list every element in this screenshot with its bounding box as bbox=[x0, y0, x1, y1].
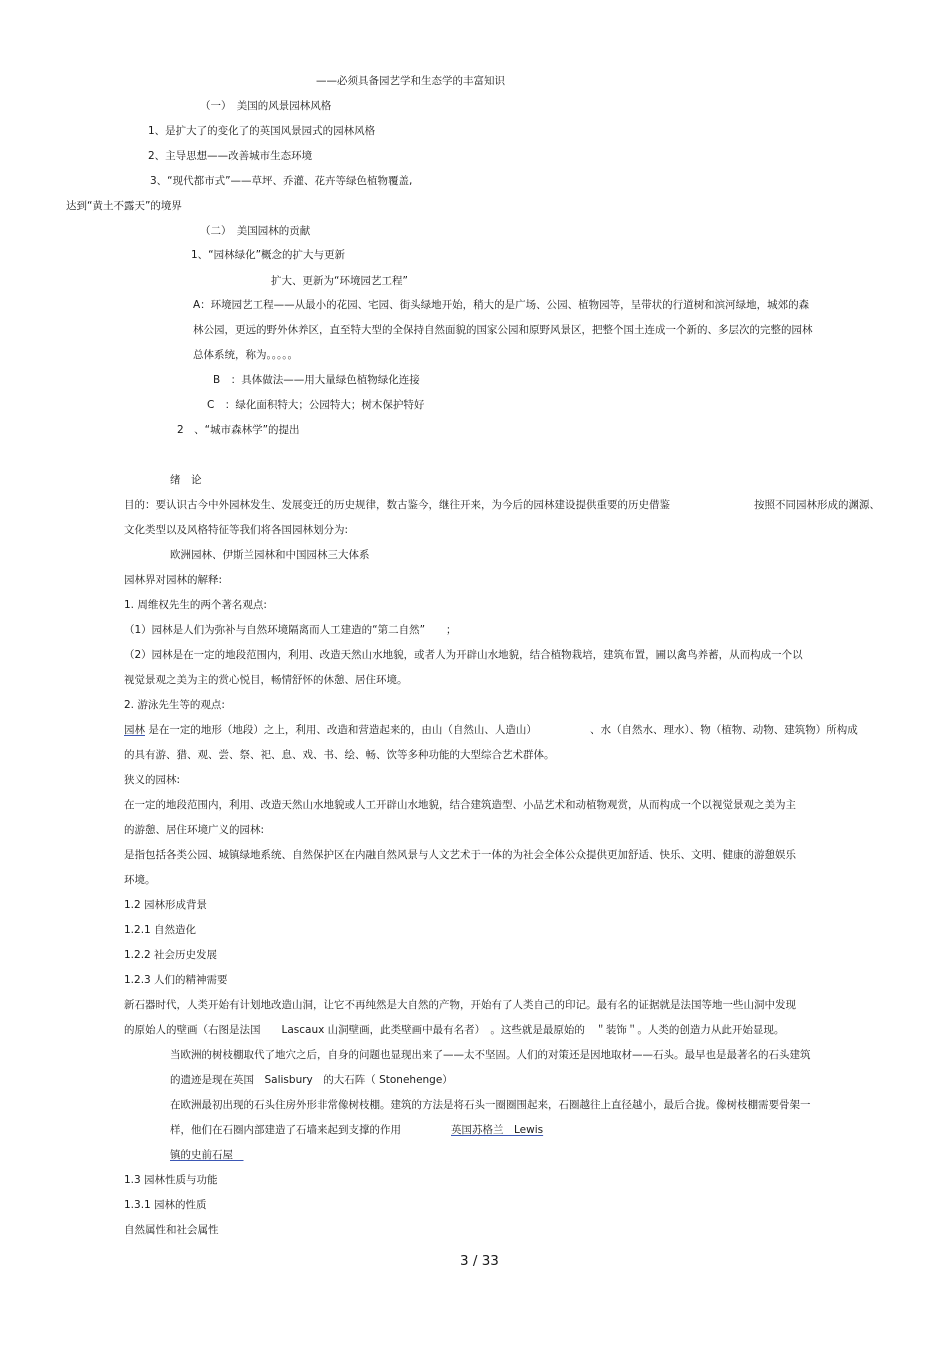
you-line-1 bbox=[124, 723, 537, 737]
page-number: 3 / 33 bbox=[460, 1253, 499, 1269]
section-one-item-1: 1、是扩大了的变化了的英国风景园式的园林风格 bbox=[148, 125, 376, 137]
zhou-point-1: （1）园林是人们为弥补与自然环境隔离而人工建造的“第二自然” ； bbox=[124, 624, 457, 636]
point-a-line-1: A：环境园艺工程——从最小的花园、宅园、街头绿地开始，稍大的是广场、公园、植物园等，呈带状的行道树和滨河绿地，城郊的森 bbox=[193, 299, 810, 311]
you-line-1-tail: 、水（自然水、理水）、物（植物、动物、建筑物）所构成 bbox=[590, 724, 858, 736]
explain-heading: 园林界对园林的解释: bbox=[124, 574, 223, 586]
section-one-item-2: 2、主导思想——改善城市生态环境 bbox=[148, 150, 313, 162]
neolithic-line-2: 的原始人的壁画（右图是法国 Lascaux 山洞壁画，此类壁画中最有名者） 。这些就是最原始的 ＂装饰＂。人类的创造力从此开始显现。 bbox=[124, 1024, 785, 1036]
point-a-line-2: 林公园，更远的野外休养区，直至特大型的全保持自然面貌的国家公园和原野风景区，把整个国土连成一个新的、多层次的完整的园林 bbox=[193, 324, 813, 336]
heading-1-2-2: 1.2.2 社会历史发展 bbox=[124, 949, 218, 961]
section-two-item-1-sub: 扩大、更新为“环境园艺工程” bbox=[271, 275, 408, 287]
heading-1-2-3: 1.2.3 人们的精神需要 bbox=[124, 974, 228, 986]
section-one-heading: （一） 美国的风景园林风格 bbox=[200, 100, 332, 112]
zhou-heading: 1. 周维权先生的两个著名观点: bbox=[124, 599, 267, 611]
zhou-point-2-line-1: （2）园林是在一定的地段范围内，利用、改造天然山水地貌，或者人为开辟山水地貌，结合植物栽培，建筑布置，圃以禽鸟养蓄，从而构成一个以 bbox=[124, 649, 803, 661]
you-line-2: 的具有游、猎、观、尝、祭、祀、息、戏、书、绘、畅、饮等多种功能的大型综合艺术群体。 bbox=[124, 749, 555, 761]
stone-house-line-2: 样，他们在石圈内部建造了石墙来起到支撑的作用 bbox=[170, 1124, 401, 1136]
lewis-link[interactable]: 英国苏格兰 Lewis bbox=[451, 1124, 544, 1136]
narrow-heading: 狭义的园林: bbox=[124, 774, 181, 786]
zhou-point-2-line-2: 视觉景观之美为主的赏心悦目，畅情舒怀的休憩、居住环境。 bbox=[124, 674, 408, 686]
three-systems: 欧洲园林、伊斯兰园林和中国园林三大体系 bbox=[170, 549, 370, 561]
section-one-item-3: 3、“现代都市式”——草坪、乔灌、花卉等绿色植物覆盖, bbox=[150, 175, 413, 187]
broad-line-1: 是指包括各类公园、城镇绿地系统、自然保护区在内融自然风景与人文艺术于一体的为社会全体公众提供更加舒适、快乐、文明、健康的游憩娱乐 bbox=[124, 849, 796, 861]
point-a-line-3: 总体系统，称为。。。。。 bbox=[193, 349, 298, 361]
purpose-line-1: 目的：要认识古今中外园林发生、发展变迁的历史规律，数古鉴今，继往开来，为今后的园林建设提供重要的历史借鉴 bbox=[124, 499, 670, 511]
broad-line-2: 环境。 bbox=[124, 874, 156, 886]
garden-term-link[interactable]: 园林 bbox=[124, 724, 145, 736]
neolithic-line-1: 新石器时代，人类开始有计划地改造山洞，让它不再纯然是大自然的产物，开始有了人类自己的印记。最有名的证据就是法国等地一些山洞中发现 bbox=[124, 999, 796, 1011]
section-two-heading: （二） 美国园林的贡献 bbox=[200, 225, 311, 237]
prehistoric-stone-house-link[interactable]: 镇的史前石屋 bbox=[170, 1149, 244, 1161]
subtitle: ——必须具备园艺学和生态学的丰富知识 bbox=[316, 75, 505, 87]
stone-house-line-1: 在欧洲最初出现的石头住房外形非常像树枝棚。建筑的方法是将石头一圈圈围起来，石圈越往上直径越小，最后合拢。像树枝棚需要骨架一 bbox=[170, 1099, 811, 1111]
section-two-item-1: 1、“园林绿化”概念的扩大与更新 bbox=[191, 249, 346, 261]
point-c-line: C ：绿化面积特大；公园特大；树木保护特好 bbox=[207, 399, 425, 411]
point-b-line: B ：具体做法——用大量绿色植物绿化连接 bbox=[213, 374, 420, 386]
purpose-line-1-tail: 按照不同园林形成的渊源、 bbox=[754, 499, 880, 511]
narrow-line-1: 在一定的地段范围内，利用、改造天然山水地貌或人工开辟山水地貌，结合建筑造型、小品艺术和动植物观赏，从而构成一个以视觉景观之美为主 bbox=[124, 799, 796, 811]
you-heading: 2. 游泳先生等的观点: bbox=[124, 699, 225, 711]
purpose-line-2: 文化类型以及风格特征等我们将各国园林划分为: bbox=[124, 524, 349, 536]
tree-shelter-line-1: 当欧洲的树枝棚取代了地穴之后，自身的问题也显现出来了——太不坚固。人们的对策还是因地取材——石头。最早也是最著名的石头建筑 bbox=[170, 1049, 811, 1061]
tree-shelter-line-2: 的遗迹是现在英国 Salisbury 的大石阵（ Stonehenge） bbox=[170, 1074, 453, 1086]
section-one-item-4: 达到“黄土不露天”的境界 bbox=[66, 200, 182, 212]
section-two-item-2: 2 、“城市森林学”的提出 bbox=[177, 424, 300, 436]
intro-heading: 绪 论 bbox=[170, 474, 202, 486]
narrow-line-2: 的游憩、居住环境广义的园林: bbox=[124, 824, 265, 836]
nature-line: 自然属性和社会属性 bbox=[124, 1224, 219, 1236]
heading-1-3-1: 1.3.1 园林的性质 bbox=[124, 1199, 207, 1211]
heading-1-3: 1.3 园林性质与功能 bbox=[124, 1174, 218, 1186]
heading-1-2: 1.2 园林形成背景 bbox=[124, 899, 208, 911]
you-line-1-text: 是在一定的地形（地段）之上，利用、改造和营造起来的，由山（自然山、人造山） bbox=[148, 724, 537, 736]
heading-1-2-1: 1.2.1 自然造化 bbox=[124, 924, 197, 936]
